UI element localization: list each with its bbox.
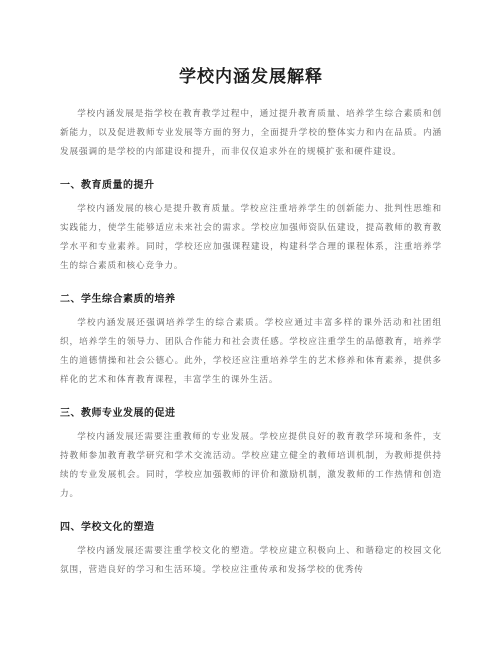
section-heading-4: 四、学校文化的塑造 [60, 522, 155, 533]
document-title: 学校内涵发展解释 [179, 67, 323, 87]
section-body-1: 学校内涵发展的核心是提升教育质量。学校应注重培养学生的创新能力、批判性思维和实践能力，使学生能够适应未来社会的需求。学校应加强师资队伍建设，提高教师的教育教学水平和专业素养。同时，学校还应加强课程建设，构建科学合理的课程体系，注重培养学生的综合素质和核心竞争力。 [60, 204, 442, 271]
section-body-4: 学校内涵发展还需要注重学校文化的塑造。学校应建立积极向上、和谐稳定的校园文化氛围，营造良好的学习和生活环境。学校应注重传承和发扬学校的优秀传 [60, 546, 442, 575]
section-heading-2: 二、学生综合素质的培养 [60, 294, 176, 305]
section-body-2: 学校内涵发展还强调培养学生的综合素质。学校应通过丰富多样的课外活动和社团组织，培养学生的领导力、团队合作能力和社会责任感。学校应注重学生的品德教育，培养学生的道德情操和社会公德心。此外，学校还应注重培养学生的艺术修养和体育素养，提供多样化的艺术和体育教育课程，丰富学生的课外生活。 [60, 318, 442, 385]
section-heading-3: 三、教师专业发展的促进 [60, 408, 176, 419]
section-heading-1: 一、教育质量的提升 [60, 180, 155, 191]
section-body-3: 学校内涵发展还需要注重教师的专业发展。学校应提供良好的教育教学环境和条件，支持教师参加教育教学研究和学术交流活动。学校应建立健全的教师培训机制，为教师提供持续的专业发展机会。同时，学校应加强教师的评价和激励机制，激发教师的工作热情和创造力。 [60, 432, 442, 499]
intro-paragraph: 学校内涵发展是指学校在教育教学过程中，通过提升教育质量、培养学生综合素质和创新能力，以及促进教师专业发展等方面的努力，全面提升学校的整体实力和内在品质。内涵发展强调的是学校的内部建设和提升，而非仅仅追求外在的规模扩张和硬件建设。 [60, 109, 442, 157]
